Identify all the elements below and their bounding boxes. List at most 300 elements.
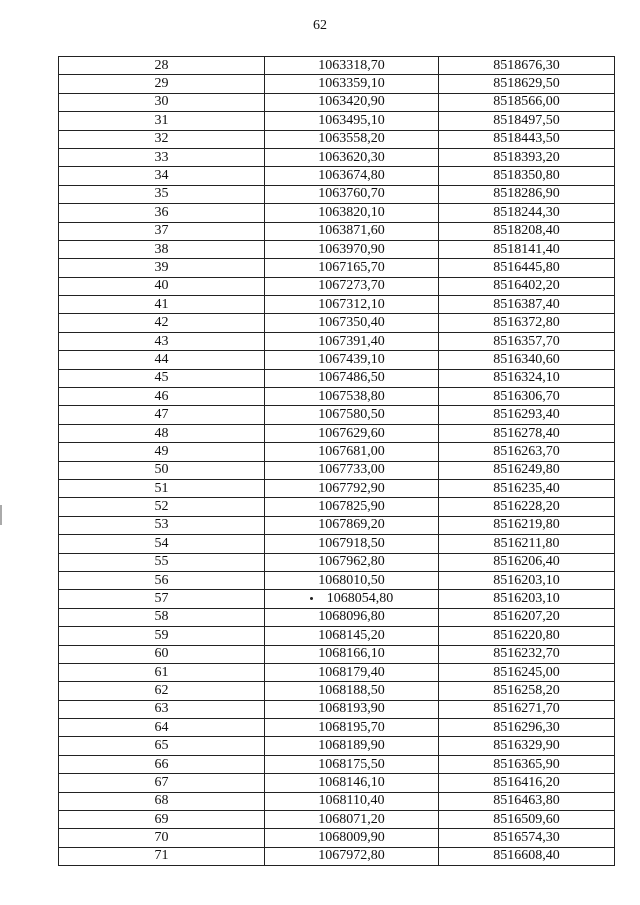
table-row (59, 314, 615, 332)
y-coordinate-cell (439, 590, 615, 608)
cell-text: 8516263,70 (493, 443, 560, 459)
cell-text: 69 (154, 811, 169, 827)
cell-text: 8516387,40 (493, 296, 560, 312)
cell-text: 1063558,20 (318, 131, 385, 147)
cell-text: 52 (154, 499, 169, 515)
y-coordinate-cell (439, 314, 615, 332)
table-row (59, 571, 615, 589)
cell-text: 1068195,70 (318, 719, 385, 735)
table-row (59, 351, 615, 369)
cell-text: 29 (154, 76, 169, 92)
point-number-cell (59, 167, 265, 185)
cell-text: 8516509,60 (493, 811, 560, 827)
point-number-cell (59, 663, 265, 681)
x-coordinate-cell (265, 332, 439, 350)
cell-text: 1068071,20 (318, 811, 385, 827)
point-number-cell (59, 700, 265, 718)
cell-text: 1068188,50 (318, 682, 385, 698)
table-row (59, 424, 615, 442)
table-row (59, 259, 615, 277)
cell-text: 34 (154, 168, 169, 184)
y-coordinate-cell (439, 167, 615, 185)
point-number-cell (59, 443, 265, 461)
point-number-cell (59, 351, 265, 369)
x-coordinate-cell (265, 553, 439, 571)
table-row (59, 185, 615, 203)
cell-text: 67 (154, 774, 169, 790)
cell-text: 62 (154, 682, 169, 698)
y-coordinate-cell (439, 645, 615, 663)
cell-text: 8518676,30 (493, 57, 560, 73)
point-number-cell (59, 204, 265, 222)
cell-text: 1063359,10 (318, 76, 385, 92)
x-coordinate-cell (265, 314, 439, 332)
x-coordinate-cell (265, 663, 439, 681)
point-number-cell (59, 388, 265, 406)
cell-text: 56 (154, 572, 169, 588)
x-coordinate-cell (265, 479, 439, 497)
x-coordinate-cell (265, 424, 439, 442)
table-row (59, 369, 615, 387)
x-coordinate-cell (265, 719, 439, 737)
cell-text: 8516228,20 (493, 499, 560, 515)
point-number-cell (59, 755, 265, 773)
cell-text: 1063620,30 (318, 149, 385, 165)
table-row (59, 332, 615, 350)
x-coordinate-cell (265, 130, 439, 148)
cell-text: 50 (154, 462, 169, 478)
cell-text: 31 (154, 112, 169, 128)
table-row (59, 792, 615, 810)
cell-text: 65 (154, 738, 169, 754)
x-coordinate-cell (265, 93, 439, 111)
cell-text: 8516329,90 (493, 738, 560, 754)
y-coordinate-cell (439, 296, 615, 314)
cell-text: 1063495,10 (318, 112, 385, 128)
table-row (59, 479, 615, 497)
table-row (59, 240, 615, 258)
point-number-cell (59, 553, 265, 571)
y-coordinate-cell (439, 351, 615, 369)
x-coordinate-cell (265, 811, 439, 829)
cell-text: 1068175,50 (318, 756, 385, 772)
y-coordinate-cell (439, 388, 615, 406)
cell-text: 1067165,70 (318, 259, 385, 275)
x-coordinate-cell (265, 57, 439, 75)
cell-text: 1068179,40 (318, 664, 385, 680)
cell-text: 43 (154, 333, 169, 349)
y-coordinate-cell (439, 406, 615, 424)
cell-text: 1063318,70 (318, 57, 385, 73)
y-coordinate-cell (439, 627, 615, 645)
cell-text: 8518244,30 (493, 204, 560, 220)
cell-text: 8518629,50 (493, 76, 560, 92)
y-coordinate-cell (439, 847, 615, 865)
cell-text: 1068009,90 (318, 830, 385, 846)
point-number-cell (59, 314, 265, 332)
cell-text: 8516203,10 (493, 591, 560, 607)
cell-text: 1068189,90 (318, 738, 385, 754)
table-row (59, 627, 615, 645)
x-coordinate-cell (265, 571, 439, 589)
cell-text: 8516324,10 (493, 370, 560, 386)
cell-text: 8516372,80 (493, 315, 560, 331)
point-number-cell (59, 811, 265, 829)
cell-text: 37 (154, 223, 169, 239)
cell-text: 63 (154, 701, 169, 717)
cell-text: 48 (154, 425, 169, 441)
table-row (59, 204, 615, 222)
table-row (59, 700, 615, 718)
table-row (59, 737, 615, 755)
table-row (59, 443, 615, 461)
cell-text: 1068054,80 (326, 591, 394, 607)
point-number-cell (59, 93, 265, 111)
cell-text: 8518443,50 (493, 131, 560, 147)
point-number-cell (59, 737, 265, 755)
cell-text: 8516245,00 (493, 664, 560, 680)
y-coordinate-cell (439, 700, 615, 718)
cell-text: 1063760,70 (318, 186, 385, 202)
table-row (59, 719, 615, 737)
point-number-cell (59, 130, 265, 148)
table-row (59, 57, 615, 75)
point-number-cell (59, 774, 265, 792)
point-number-cell (59, 847, 265, 865)
cell-text: 46 (154, 388, 169, 404)
cell-text: 66 (154, 756, 169, 772)
cell-text: 8516445,80 (493, 259, 560, 275)
table-row (59, 811, 615, 829)
table-row (59, 296, 615, 314)
point-number-cell (59, 332, 265, 350)
table-row (59, 461, 615, 479)
cell-text: 8516249,80 (493, 462, 560, 478)
point-number-cell (59, 516, 265, 534)
point-number-cell (59, 112, 265, 130)
table-row (59, 553, 615, 571)
cell-text: 1068193,90 (318, 701, 385, 717)
cell-text: 30 (154, 94, 169, 110)
x-coordinate-cell (265, 185, 439, 203)
table-row (59, 829, 615, 847)
cell-text: 1067918,50 (318, 535, 385, 551)
y-coordinate-cell (439, 829, 615, 847)
cell-text: 1068110,40 (318, 793, 385, 809)
y-coordinate-cell (439, 535, 615, 553)
cell-text: 42 (154, 315, 169, 331)
cell-text: 8516340,60 (493, 351, 560, 367)
x-coordinate-cell (265, 406, 439, 424)
x-coordinate-cell (265, 535, 439, 553)
cell-text: 33 (154, 149, 169, 165)
y-coordinate-cell (439, 663, 615, 681)
cell-text: 8518566,00 (493, 94, 560, 110)
point-number-cell (59, 259, 265, 277)
table-row (59, 222, 615, 240)
cell-text: 1068010,50 (318, 572, 385, 588)
point-number-cell (59, 406, 265, 424)
cell-text: 1067869,20 (318, 517, 385, 533)
y-coordinate-cell (439, 774, 615, 792)
x-coordinate-cell (265, 369, 439, 387)
cell-text: 8516219,80 (493, 517, 560, 533)
cell-text: 8516306,70 (493, 388, 560, 404)
table-row (59, 608, 615, 626)
cell-text: 8516207,20 (493, 609, 560, 625)
cell-text: 38 (154, 241, 169, 257)
cell-text: 39 (154, 259, 169, 275)
scan-edge-mark (0, 505, 2, 525)
y-coordinate-cell (439, 332, 615, 350)
cell-text: 8516402,20 (493, 278, 560, 294)
point-number-cell (59, 608, 265, 626)
x-coordinate-cell (265, 645, 439, 663)
coordinates-table-body (59, 57, 615, 866)
cell-text: 1068145,20 (318, 627, 385, 643)
y-coordinate-cell (439, 719, 615, 737)
cell-text: 8516271,70 (493, 701, 560, 717)
cell-text: 1067629,60 (318, 425, 385, 441)
table-row (59, 93, 615, 111)
cell-text: 47 (154, 407, 169, 423)
point-number-cell (59, 222, 265, 240)
cell-text: 1067972,80 (318, 848, 385, 864)
cell-text: 1067439,10 (318, 351, 385, 367)
cell-text: 1067486,50 (318, 370, 385, 386)
cell-text: 35 (154, 186, 169, 202)
y-coordinate-cell (439, 479, 615, 497)
cell-text: 1067825,90 (318, 499, 385, 515)
cell-text: 8518350,80 (493, 168, 560, 184)
table-row (59, 498, 615, 516)
page-number: 62 (313, 18, 327, 33)
cell-text: 1063970,90 (318, 241, 385, 257)
cell-text: 1067312,10 (318, 296, 385, 312)
x-coordinate-cell (265, 277, 439, 295)
x-coordinate-cell (265, 755, 439, 773)
point-number-cell (59, 829, 265, 847)
cell-text: 8516220,80 (493, 627, 560, 643)
point-number-cell (59, 792, 265, 810)
cell-text: 1067792,90 (318, 480, 385, 496)
y-coordinate-cell (439, 75, 615, 93)
cell-text: 1067962,80 (318, 554, 385, 570)
x-coordinate-cell (265, 388, 439, 406)
y-coordinate-cell (439, 148, 615, 166)
y-coordinate-cell (439, 811, 615, 829)
x-coordinate-cell (265, 167, 439, 185)
cell-text: 8516235,40 (493, 480, 560, 496)
point-number-cell (59, 590, 265, 608)
cell-text: 8516206,40 (493, 554, 560, 570)
y-coordinate-cell (439, 682, 615, 700)
cell-text: 8518208,40 (493, 223, 560, 239)
point-number-cell (59, 719, 265, 737)
point-number-cell (59, 57, 265, 75)
x-coordinate-cell (265, 240, 439, 258)
table-row (59, 148, 615, 166)
x-coordinate-cell (265, 700, 439, 718)
cell-text: 1067391,40 (318, 333, 385, 349)
cell-text: 1063420,90 (318, 94, 385, 110)
cell-text: 44 (154, 351, 169, 367)
cell-text: 1067350,40 (318, 315, 385, 331)
cell-text: 59 (154, 627, 169, 643)
x-coordinate-cell (265, 296, 439, 314)
cell-text: 1067681,00 (318, 443, 385, 459)
cell-text: 8516574,30 (493, 830, 560, 846)
cell-text: 8516211,80 (493, 535, 560, 551)
y-coordinate-cell (439, 424, 615, 442)
x-coordinate-cell (265, 222, 439, 240)
y-coordinate-cell (439, 608, 615, 626)
y-coordinate-cell (439, 792, 615, 810)
x-coordinate-cell (265, 498, 439, 516)
cell-text: 8518141,40 (493, 241, 560, 257)
cell-text: 8516203,10 (493, 572, 560, 588)
y-coordinate-cell (439, 185, 615, 203)
cell-text: 28 (154, 57, 169, 73)
point-number-cell (59, 277, 265, 295)
y-coordinate-cell (439, 93, 615, 111)
y-coordinate-cell (439, 112, 615, 130)
y-coordinate-cell (439, 204, 615, 222)
table-row (59, 388, 615, 406)
x-coordinate-cell (265, 774, 439, 792)
y-coordinate-cell (439, 130, 615, 148)
y-coordinate-cell (439, 755, 615, 773)
cell-text: 8516258,20 (493, 682, 560, 698)
x-coordinate-cell (265, 351, 439, 369)
cell-text: 8516232,70 (493, 646, 560, 662)
table-row (59, 774, 615, 792)
cell-text: 8516608,40 (493, 848, 560, 864)
table-row (59, 682, 615, 700)
table-row (59, 847, 615, 865)
y-coordinate-cell (439, 259, 615, 277)
cell-text: 1063674,80 (318, 168, 385, 184)
point-number-cell (59, 479, 265, 497)
cell-text: 32 (154, 131, 169, 147)
x-coordinate-cell (265, 443, 439, 461)
table-row (59, 535, 615, 553)
table-row (59, 167, 615, 185)
cell-text: 64 (154, 719, 169, 735)
y-coordinate-cell (439, 498, 615, 516)
x-coordinate-cell (265, 792, 439, 810)
y-coordinate-cell (439, 571, 615, 589)
cell-text: 60 (154, 646, 169, 662)
cell-text: 1063871,60 (318, 223, 385, 239)
cell-text: 1068146,10 (318, 774, 385, 790)
cell-text: 8516278,40 (493, 425, 560, 441)
cell-text: 1067538,80 (318, 388, 385, 404)
point-number-cell (59, 498, 265, 516)
cell-text: 1068096,80 (318, 609, 385, 625)
cell-text: 1063820,10 (318, 204, 385, 220)
y-coordinate-cell (439, 443, 615, 461)
point-number-cell (59, 369, 265, 387)
y-coordinate-cell (439, 369, 615, 387)
coordinates-table (58, 56, 615, 866)
point-number-cell (59, 682, 265, 700)
cell-text: 68 (154, 793, 169, 809)
table-row (59, 277, 615, 295)
y-coordinate-cell (439, 240, 615, 258)
y-coordinate-cell (439, 516, 615, 534)
x-coordinate-cell (265, 737, 439, 755)
point-number-cell (59, 571, 265, 589)
cell-text: 8516416,20 (493, 774, 560, 790)
cell-text: 53 (154, 517, 169, 533)
x-coordinate-cell (265, 112, 439, 130)
cell-text: 8516293,40 (493, 407, 560, 423)
x-coordinate-cell (265, 829, 439, 847)
cell-text: 1067273,70 (318, 278, 385, 294)
x-coordinate-cell (265, 516, 439, 534)
table-row (59, 590, 615, 608)
cell-text: 58 (154, 609, 169, 625)
point-number-cell (59, 75, 265, 93)
point-number-cell (59, 185, 265, 203)
table-row (59, 75, 615, 93)
x-coordinate-cell (265, 461, 439, 479)
cell-text: 1067733,00 (318, 462, 385, 478)
cell-text: 40 (154, 278, 169, 294)
table-row (59, 645, 615, 663)
x-coordinate-cell (265, 148, 439, 166)
x-coordinate-cell (265, 682, 439, 700)
cell-text: 61 (154, 664, 169, 680)
table-row (59, 663, 615, 681)
x-coordinate-cell (265, 627, 439, 645)
point-number-cell (59, 461, 265, 479)
cell-text: 55 (154, 554, 169, 570)
cell-text: 54 (154, 535, 169, 551)
cell-text: 51 (154, 480, 169, 496)
cell-text: 8518393,20 (493, 149, 560, 165)
y-coordinate-cell (439, 461, 615, 479)
x-coordinate-cell (265, 608, 439, 626)
cell-text: 57 (154, 591, 169, 607)
point-number-cell (59, 645, 265, 663)
x-coordinate-cell (265, 259, 439, 277)
table-row (59, 112, 615, 130)
cell-text: 8516357,70 (493, 333, 560, 349)
cell-text: 8516463,80 (493, 793, 560, 809)
point-number-cell (59, 148, 265, 166)
point-number-cell (59, 627, 265, 645)
cell-text: 45 (154, 370, 169, 386)
cell-text: 8516296,30 (493, 719, 560, 735)
y-coordinate-cell (439, 57, 615, 75)
table-row (59, 755, 615, 773)
point-number-cell (59, 424, 265, 442)
x-coordinate-cell (265, 590, 439, 608)
cell-text: 8516365,90 (493, 756, 560, 772)
cell-text: 8518286,90 (493, 186, 560, 202)
y-coordinate-cell (439, 222, 615, 240)
table-row (59, 406, 615, 424)
table-row (59, 516, 615, 534)
y-coordinate-cell (439, 553, 615, 571)
cell-text: 36 (154, 204, 169, 220)
cell-text: 1067580,50 (318, 407, 385, 423)
cell-text: 41 (154, 296, 169, 312)
cell-text: 8518497,50 (493, 112, 560, 128)
stray-dot-mark (310, 597, 313, 600)
